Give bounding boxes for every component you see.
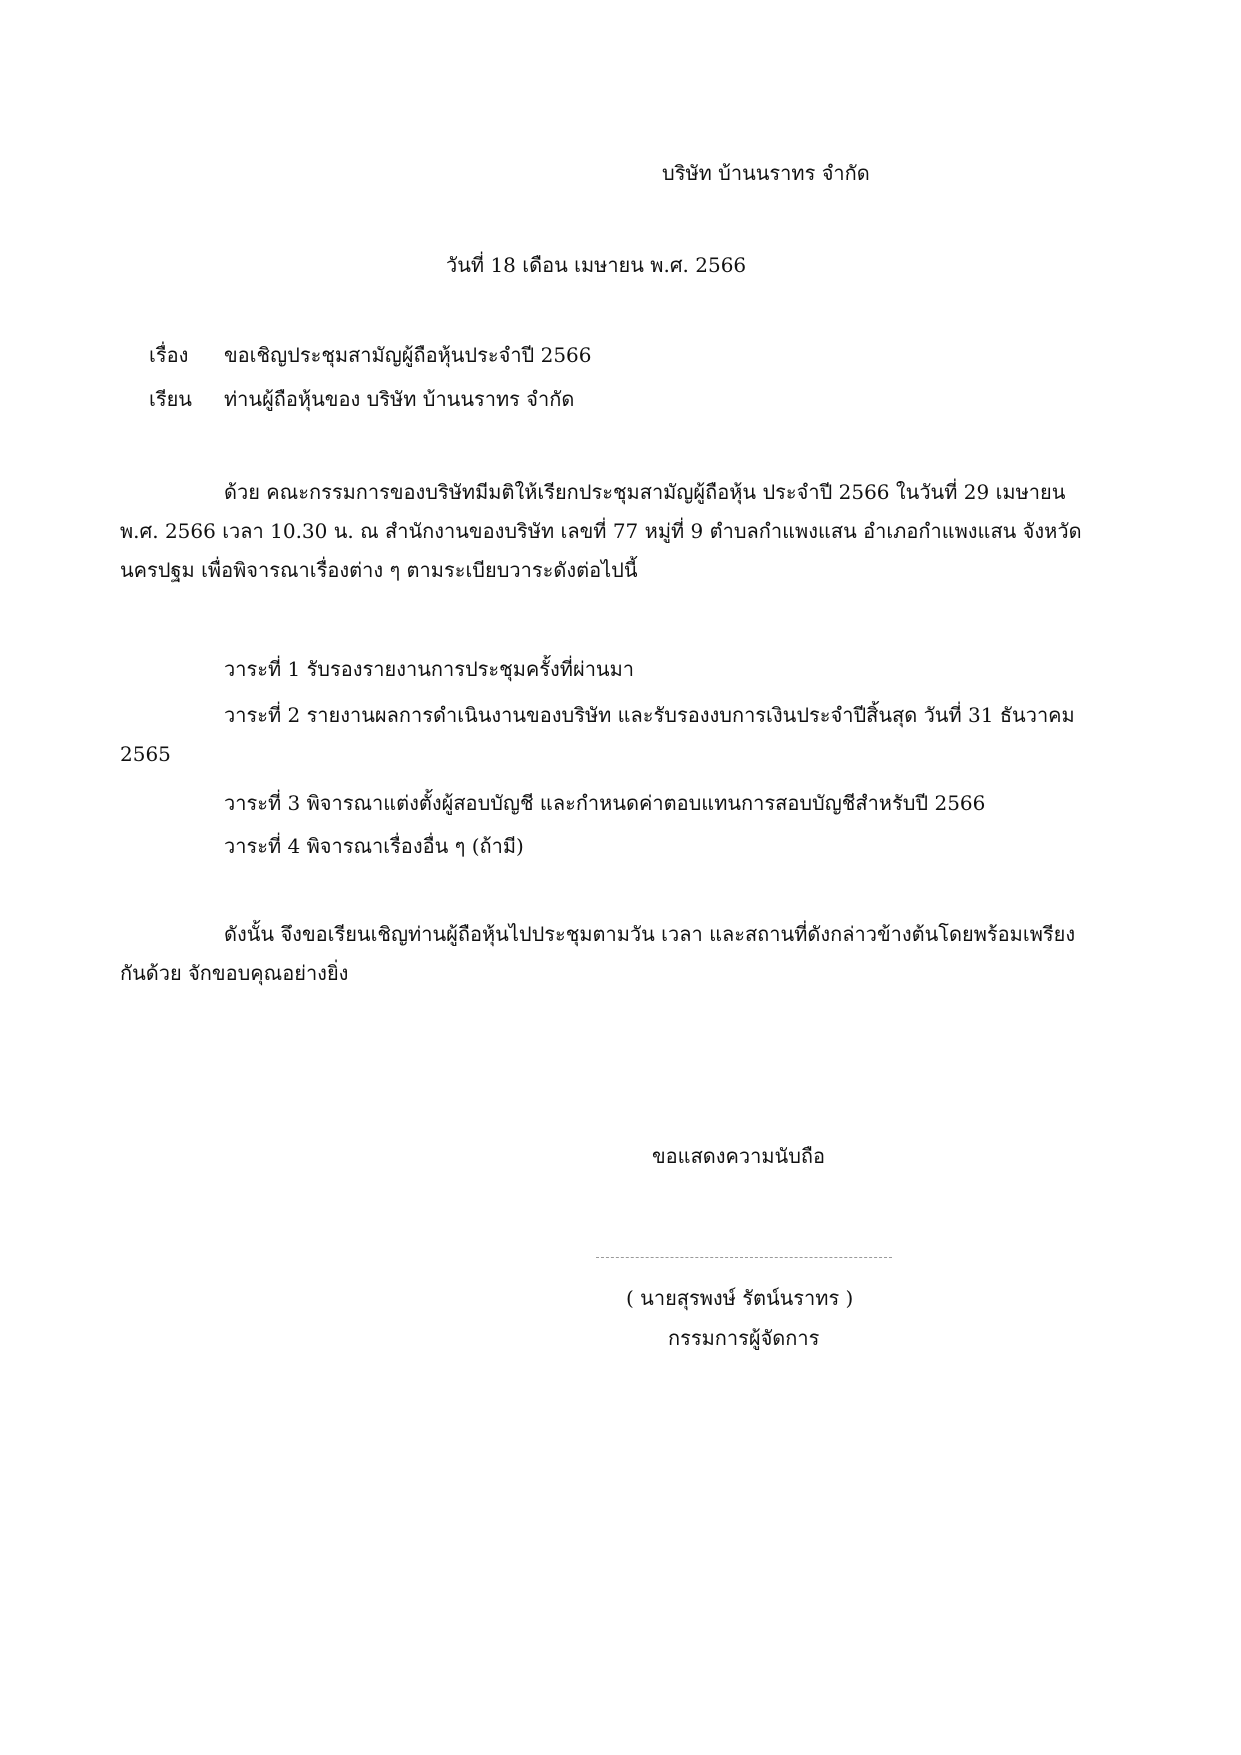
signer-name: ( นายสุรพงษ์ รัตน์นราทร ) [626,1286,854,1310]
closing-paragraph [120,915,1084,993]
to-text: ท่านผู้ถือหุ้นของ บริษัท บ้านนราทร จำกัด [224,387,575,411]
company-name: บริษัท บ้านนราทร จำกัด [662,161,870,185]
to-label: เรียน [149,387,192,411]
agenda-item-2 [120,696,1084,774]
subject-label: เรื่อง [149,343,189,367]
agenda-item-2-text: วาระที่ 2 รายงานผลการดำเนินงานของบริษัท และรับรองงบการเงินประจำปีสิ้นสุด วันที่ 31 ธันวาคม 2565 [120,703,1075,766]
intro-text: ด้วย คณะกรรมการของบริษัทมีมติให้เรียกประชุมสามัญผู้ถือหุ้น ประจำปี 2566 ในวันที่ 29 เมษายน พ.ศ. 2566 เวลา 10.30 น. ณ สำนักงานของบริษัท เลขที่ 77 หมู่ที่ 9 ตำบลกำแพงแสน อำเภอกำแพงแสน จังหวัดนครปฐม เพื่อพิจารณาเรื่องต่าง ๆ ตามระเบียบวาระดังต่อไปนี้ [120,480,1082,582]
intro-paragraph [120,473,1084,590]
agenda-item-3: วาระที่ 3 พิจารณาแต่งตั้งผู้สอบบัญชี และกำหนดค่าตอบแทนการสอบบัญชีสำหรับปี 2566 [224,791,986,815]
agenda-item-1: วาระที่ 1 รับรองรายงานการประชุมครั้งที่ผ่านมา [224,657,635,681]
closing-paragraph-text: ดังนั้น จึงขอเรียนเชิญท่านผู้ถือหุ้นไปประชุมตามวัน เวลา และสถานที่ดังกล่าวข้างต้นโดยพร้อมเพรียงกันด้วย จักขอบคุณอย่างยิ่ง [120,922,1076,985]
date-line: วันที่ 18 เดือน เมษายน พ.ศ. 2566 [446,253,747,277]
subject-text: ขอเชิญประชุมสามัญผู้ถือหุ้นประจำปี 2566 [224,343,592,367]
closing-salutation: ขอแสดงความนับถือ [652,1144,826,1168]
signer-title: กรรมการผู้จัดการ [668,1326,820,1350]
agenda-item-4: วาระที่ 4 พิจารณาเรื่องอื่น ๆ (ถ้ามี) [224,834,524,858]
signature-line [596,1257,892,1258]
